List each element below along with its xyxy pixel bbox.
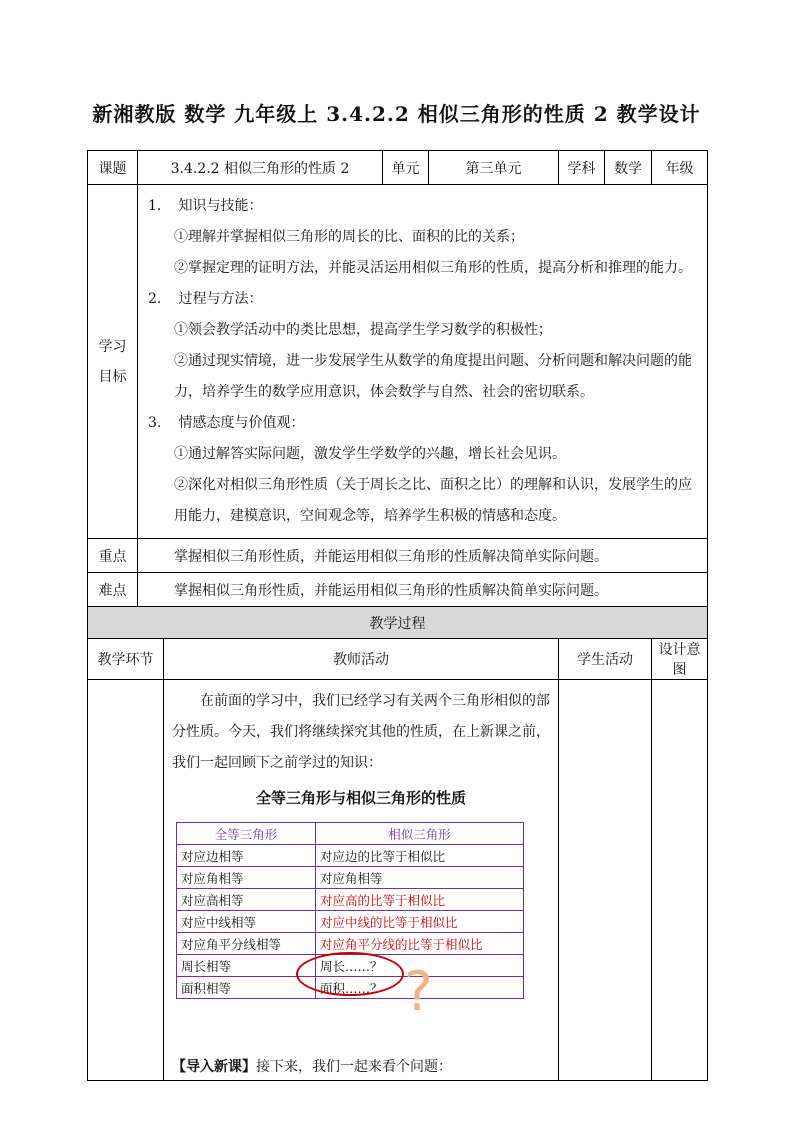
subject-label: 学科 (559, 151, 605, 185)
section-number: 2. (148, 291, 162, 307)
compare-cell: 对应高相等 (177, 889, 316, 911)
compare-cell: 对应中线相等 (177, 911, 316, 933)
compare-cell: 对应角平分线相等 (177, 933, 316, 955)
key-point-text: 掌握相似三角形性质，并能运用相似三角形的性质解决简单实际问题。 (138, 539, 708, 573)
section-number: 1. (148, 198, 162, 214)
new-lesson-intro (172, 1054, 550, 1080)
compare-header-right: 相似三角形 (316, 823, 524, 845)
objectives-content (138, 185, 708, 539)
objective-section-3 (146, 408, 699, 439)
teacher-activity-cell (164, 680, 559, 1081)
objective-item: ②通过现实情境，进一步发展学生从数学的角度提出问题、分析问题和解决问题的能力，培养学生的数学应用意识，体会数学与自然、社会的密切联系。 (174, 353, 692, 400)
intro-paragraph-text: 在前面的学习中，我们已经学习有关两个三角形相似的部分性质。今天，我们将继续探究其他的性质，在上新课之前，我们一起回顾下之前学过的知识： (172, 693, 550, 771)
key-point-label: 重点 (88, 539, 138, 573)
new-lesson-tag: 【导入新课】 (172, 1059, 256, 1075)
compare-cell: 对应角相等 (177, 867, 316, 889)
objective-item: ①领会教学活动中的类比思想，提高学生学习数学的积极性； (174, 322, 552, 338)
process-heading: 教学过程 (88, 607, 708, 639)
compare-cell: 面积……？ (316, 977, 524, 999)
topic-label: 课题 (88, 151, 138, 185)
objective-section-2 (146, 284, 699, 315)
lesson-plan-table (87, 150, 708, 1081)
design-intent-cell (652, 680, 708, 1081)
objective-item: ②掌握定理的证明方法，并能灵活运用相似三角形的性质，提高分析和推理的能力。 (174, 260, 692, 276)
compare-title: 全等三角形与相似三角形的性质 (256, 789, 467, 807)
objective-item: ①通过解答实际问题，激发学生学数学的兴趣，增长社会见识。 (174, 446, 566, 462)
difficulty-label: 难点 (88, 573, 138, 607)
compare-cell-highlight: 对应角平分线的比等于相似比 (316, 933, 524, 955)
student-activity-cell (559, 680, 652, 1081)
objective-item: ①理解并掌握相似三角形的周长的比、面积的比的关系； (174, 229, 524, 245)
objective-section-1 (146, 191, 699, 222)
compare-cell: 对应角相等 (316, 867, 524, 889)
new-lesson-text: 接下来，我们一起来看个问题： (256, 1059, 452, 1075)
col-student: 学生活动 (559, 639, 652, 680)
objectives-label (88, 185, 138, 539)
compare-header-left: 全等三角形 (177, 823, 316, 845)
section-heading: 情感态度与价值观： (178, 415, 305, 431)
section-heading: 过程与方法： (178, 291, 263, 307)
compare-cell: 周长相等 (177, 955, 316, 977)
question-mark-icon: ? (404, 960, 433, 1023)
grade-label-text: 年级 (665, 160, 694, 177)
topic-value: 3.4.2.2 相似三角形的性质 2 (138, 151, 383, 185)
section-number: 3. (148, 415, 162, 431)
unit-label: 单元 (383, 151, 429, 185)
objectives-label-line2: 目标 (98, 368, 127, 385)
compare-cell-highlight: 对应高的比等于相似比 (316, 889, 524, 911)
intro-paragraph (172, 686, 550, 779)
section-heading: 知识与技能： (178, 198, 263, 214)
compare-cell: 对应边相等 (177, 845, 316, 867)
highlight-ellipse (296, 952, 404, 996)
compare-cell: 对应边的比等于相似比 (316, 845, 524, 867)
col-stage: 教学环节 (88, 639, 164, 680)
col-teacher: 教师活动 (164, 639, 559, 680)
difficulty-text: 掌握相似三角形性质，并能运用相似三角形的性质解决简单实际问题。 (138, 573, 708, 607)
objectives-label-line1: 学习 (98, 338, 127, 355)
compare-cell-highlight: 对应中线的比等于相似比 (316, 911, 524, 933)
unit-value: 第三单元 (429, 151, 559, 185)
compare-cell: 面积相等 (177, 977, 316, 999)
stage-cell (88, 680, 164, 1081)
objective-item: ②深化对相似三角形性质（关于周长之比、面积之比）的理解和认识，发展学生的应用能力，建模意识，空间观念等，培养学生积极的情感和态度。 (174, 477, 692, 524)
document-title: 新湘教版 数学 九年级上 3.4.2.2 相似三角形的性质 2 教学设计 (92, 102, 701, 126)
compare-figure (172, 822, 550, 1023)
subject-value: 数学 (605, 151, 652, 185)
col-design: 设计意图 (652, 639, 708, 680)
grade-label (652, 151, 708, 185)
compare-cell: 周长……？ (316, 955, 524, 977)
